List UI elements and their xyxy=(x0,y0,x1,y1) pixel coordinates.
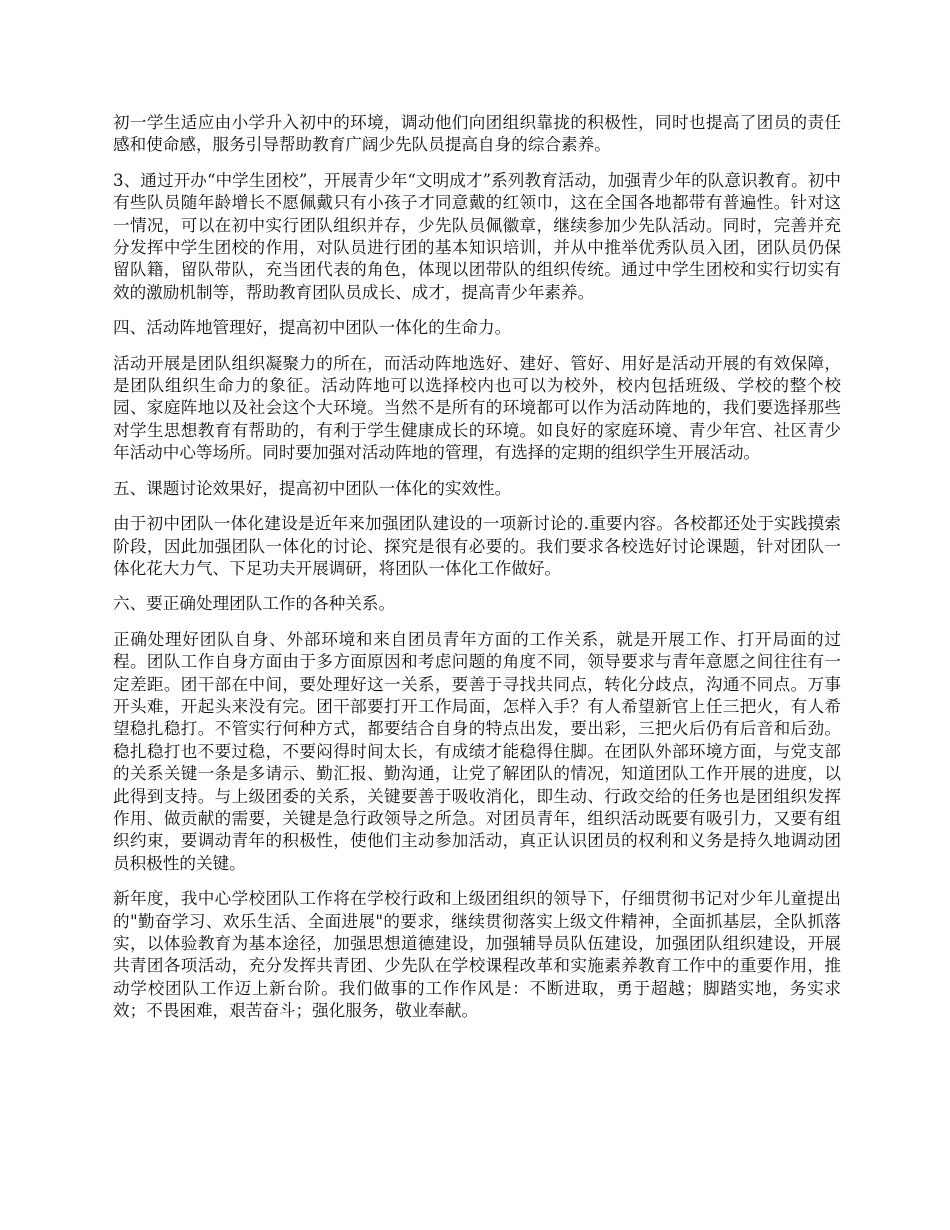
paragraph-section-4: 活动开展是团队组织凝聚力的所在，而活动阵地选好、建好、管好、用好是活动开展的有效保障，是团队组织生命力的象征。活动阵地可以选择校内也可以为校外，校内包括班级、学校的整个校园、家庭阵地以及社会这个大环境。当然不是所有的环境都可以作为活动阵地的，我们要选择那些对学生思想教育有帮助的，有利于学生健康成长的环境。如良好的家庭环境、青少年宫、社区青少年活动中心等场所。同时要加强对活动阵地的管理，有选择的定期的组织学生开展活动。 xyxy=(113,353,841,463)
section-heading-5: 五、课题讨论效果好，提高初中团队一体化的实效性。 xyxy=(113,478,512,498)
paragraph-new-year: 新年度，我中心学校团队工作将在学校行政和上级团组织的领导下，仔细贯彻书记对少年儿童提出的"勤奋学习、欢乐生活、全面进展"的要求，继续贯彻落实上级文件精神，全面抓基层，全队抓落实，以体验教育为基本途径，加强思想道德建设，加强辅导员队伍建设，加强团队组织建设，开展共青团各项活动，充分发挥共青团、少先队在学校课程改革和实施素养教育工作中的重要作用，推动学校团队工作迈上新台阶。我们做事的工作作风是：不断进取，勇于超越；脚踏实地，务实求效；不畏困难，艰苦奋斗；强化服务，敬业奉献。 xyxy=(113,889,841,1021)
paragraph-item-3: 3、通过开办“中学生团校”，开展青少年“文明成才”系列教育活动，加强青少年的队意识教育。初中有些队员随年龄增长不愿佩戴只有小孩子才同意戴的红领巾，这在全国各地都带有普遍性。针对这一情况，可以在初中实行团队组织并存，少先队员佩徽章，继续参加少先队活动。同时，完善并充分发挥中学生团校的作用，对队员进行团的基本知识培训，并从中推举优秀队员入团，团队员仍保留队籍，留队带队，充当团代表的角色，体现以团带队的组织传统。通过中学生团校和实行切实有效的激励机制等，帮助教育团队员成长、成才，提高青少年素养。 xyxy=(113,170,841,302)
paragraph-intro: 初一学生适应由小学升入初中的环境，调动他们向团组织靠拢的积极性，同时也提高了团员的责任感和使命感，服务引导帮助教育广阔少先队员提高自身的综合素养。 xyxy=(113,113,841,155)
document-body xyxy=(113,112,841,1036)
section-heading-4: 四、活动阵地管理好，提高初中团队一体化的生命力。 xyxy=(113,318,512,338)
paragraph-section-6: 正确处理好团队自身、外部环境和来自团员青年方面的工作关系，就是开展工作、打开局面的过程。团队工作自身方面由于多方面原因和考虑问题的角度不同，领导要求与青年意愿之间往往有一定差距。团干部在中间，要处理好这一关系，要善于寻找共同点，转化分歧点，沟通不同点。万事开头难，开起头来没有完。团干部要打开工作局面，怎样入手？有人希望新官上任三把火，有人希望稳扎稳打。不管实行何种方式，都要结合自身的特点出发，要出彩，三把火后仍有后音和后劲。稳扎稳打也不要过稳，不要闷得时间太长，有成绩才能稳得住脚。在团队外部环境方面，与党支部的关系关键一条是多请示、勤汇报、勤沟通，让党了解团队的情况，知道团队工作开展的进度，以此得到支持。与上级团委的关系，关键要善于吸收消化，即生动、行政交给的任务也是团组织发挥作用、做贡献的需要，关键是急行政领导之所急。对团员青年，组织活动既要有吸引力，又要有组织约束，要调动青年的积极性，使他们主动参加活动，真正认识团员的权利和义务是持久地调动团员积极性的关键。 xyxy=(113,629,841,873)
section-heading-6: 六、要正确处理团队工作的各种关系。 xyxy=(113,594,396,614)
paragraph-section-5: 由于初中团队一体化建设是近年来加强团队建设的一项新讨论的.重要内容。各校都还处于实践摸索阶段，因此加强团队一体化的讨论、探究是很有必要的。我们要求各校选好讨论课题，针对团队一体化花大力气、下足功夫开展调研，将团队一体化工作做好。 xyxy=(113,514,841,578)
